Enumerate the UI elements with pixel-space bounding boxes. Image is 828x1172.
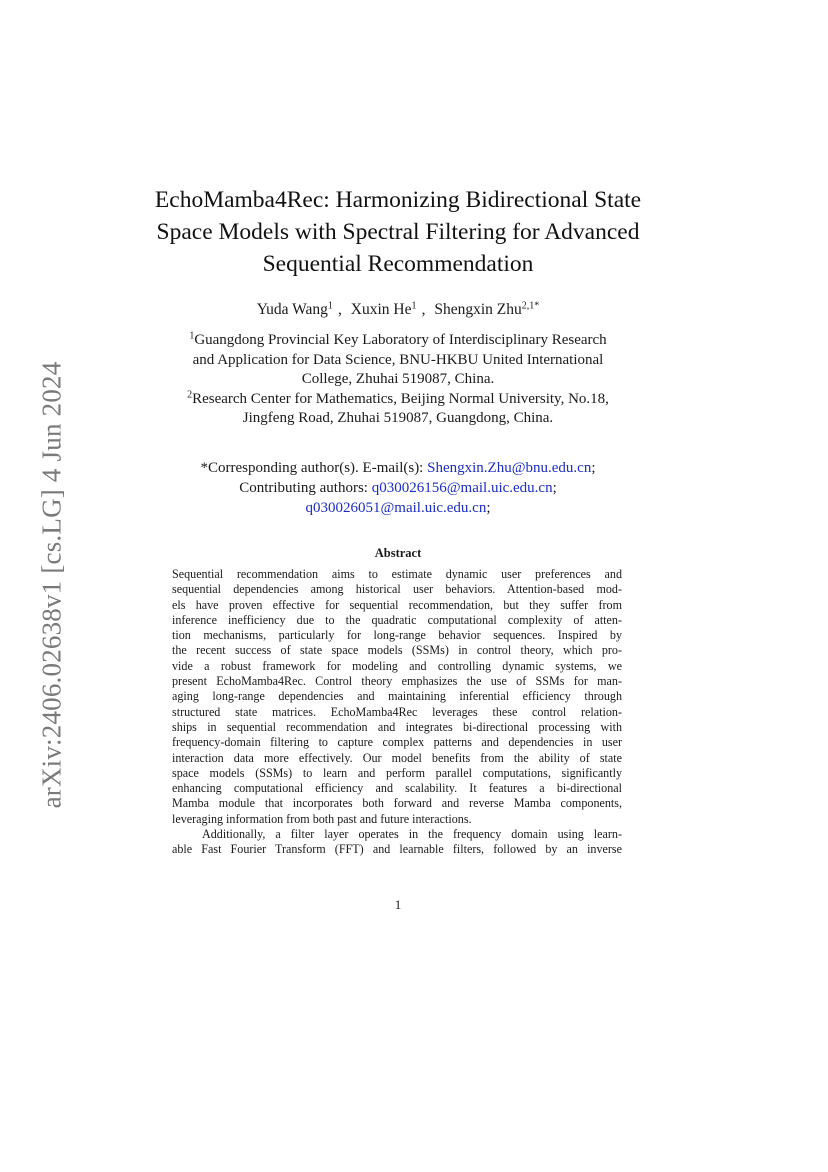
contact-info: *Corresponding author(s). E-mail(s): Shengxin.Zhu@bnu.edu.cn; Contributing authors: q030026156@mail.uic.edu.cn; q030026051@mail.uic.edu.cn; [200, 460, 596, 516]
affil-line: Research Center for Mathematics, Beijing Normal University, No.18, [192, 390, 609, 407]
author-name: Yuda Wang [256, 301, 328, 318]
abstract-line: space models (SSMs) to learn and perform parallel computations, significantly [172, 765, 622, 780]
affil-line: Guangdong Provincial Key Laboratory of Interdisciplinary Research [194, 332, 607, 348]
author-affil-mark: 2,1* [521, 300, 540, 312]
email-link[interactable]: q030026156@mail.uic.edu.cn [371, 480, 553, 496]
affiliations [140, 331, 656, 429]
abstract-line: the recent success of state space models (SSMs) in control theory, which pro- [172, 643, 622, 658]
abstract-line: interaction data more effectively. Our model benefits from the ability of state [172, 750, 622, 765]
abstract-line: enhancing computational efficiency and scalability. It features a bi-directional [172, 781, 622, 796]
abstract-heading: Abstract [374, 546, 422, 560]
affil-line: College, Zhuhai 519087, China. [301, 371, 495, 387]
abstract-line: els have proven effective for sequential recommendation, but they suffer from [172, 597, 622, 612]
author-name: Shengxin Zhu [434, 301, 522, 318]
paper-title [130, 184, 666, 280]
abstract-line: sequential dependencies among historical user behaviors. Attention-based mod- [172, 582, 622, 597]
arxiv-identifier: arXiv:2406.02638v1 [cs.LG] 4 Jun 2024 [36, 361, 67, 809]
abstract-line: Sequential recommendation aims to estimate dynamic user preferences and [172, 567, 622, 581]
affil-mark: 2 [187, 389, 193, 400]
affil-line: and Application for Data Science, BNU-HKBU United International [192, 351, 604, 368]
corresponding-label: *Corresponding author(s). E-mail(s): [200, 460, 424, 476]
author-list: Yuda Wang$^1$ , Xuxin He$^1$ , Shengxin Zhu$^{2,1*}$ [256, 300, 540, 318]
abstract-body [172, 567, 622, 858]
abstract-line: vide a robust framework for modeling and controlling dynamic systems, we [172, 658, 622, 673]
email-link[interactable]: q030026051@mail.uic.edu.cn [305, 500, 487, 516]
author-affil-mark: 1 [327, 300, 333, 312]
title-line: EchoMamba4Rec: Harmonizing Bidirectional State [154, 187, 642, 213]
abstract-line: present EchoMamba4Rec. Control theory emphasizes the use of SSMs for man- [172, 674, 622, 689]
author-name: Xuxin He [350, 301, 412, 318]
abstract-line: leveraging information from both past and future interactions. [172, 811, 472, 826]
abstract-line: frequency-domain filtering to capture complex patterns and dependencies in user [172, 735, 622, 750]
contributing-label: Contributing authors: [239, 480, 368, 496]
abstract-line: Additionally, a filter layer operates in the frequency domain using learn- [202, 827, 622, 842]
author-affil-mark: 1 [411, 300, 417, 312]
title-line: Space Models with Spectral Filtering for Advanced [156, 219, 640, 245]
title-line: Sequential Recommendation [262, 251, 534, 277]
abstract-line: ships in sequential recommendation and integrates bi-directional processing with [172, 719, 622, 734]
page-number: 1 [394, 897, 402, 912]
email-link[interactable]: Shengxin.Zhu@bnu.edu.cn [427, 460, 592, 476]
affil-mark: 1 [189, 330, 195, 342]
affil-line: Jingfeng Road, Zhuhai 519087, Guangdong, China. [242, 410, 554, 426]
abstract-line: tion mechanisms, particularly for long-range behavior sequences. Inspired by [172, 628, 622, 643]
abstract-line: aging long-range dependencies and maintaining inferential efficiency through [172, 689, 622, 704]
abstract-line: able Fast Fourier Transform (FFT) and learnable filters, followed by an inverse [172, 842, 622, 857]
abstract-line: Mamba module that incorporates both forward and reverse Mamba components, [172, 796, 622, 811]
abstract-line: structured state matrices. EchoMamba4Rec leverages these control relation- [172, 704, 622, 719]
abstract-line: inference inefficiency due to the quadratic computational complexity of atten- [172, 612, 622, 627]
